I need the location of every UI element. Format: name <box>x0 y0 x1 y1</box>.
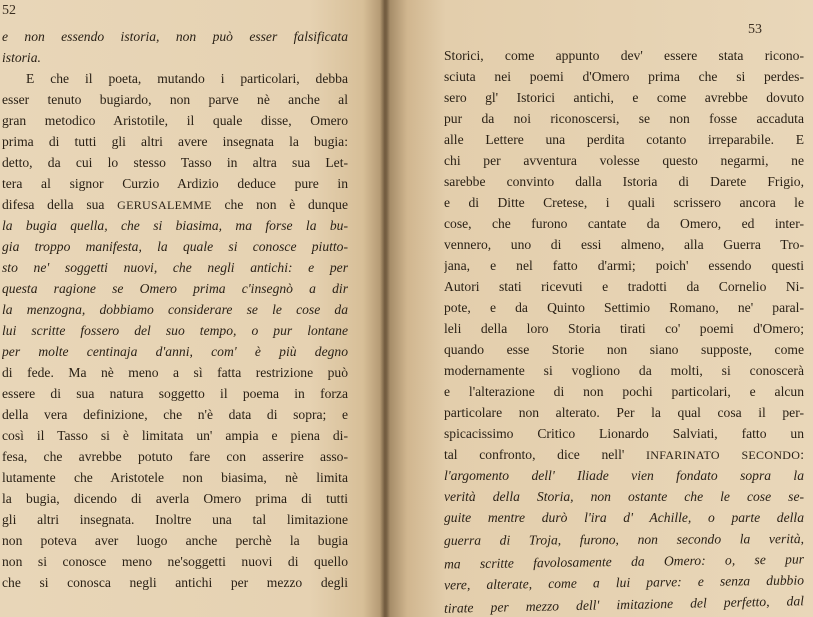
right-page <box>386 0 813 617</box>
text-line: sciuta nei poemi d'Omero prima che si perdes- <box>444 69 804 84</box>
text-line: prima di tutti gli altri avere insegnata la bugia: <box>2 134 348 149</box>
small-caps-title: INFARINATO SECONDO <box>645 448 801 462</box>
text-line: di fede. Ma nè meno a sì fatta restrizione può <box>2 365 348 380</box>
text-line: spicacissimo Critico Lionardo Salviati, fatto un <box>444 426 804 441</box>
text-line: vennero, uno di essi almeno, alla Guerra Tro- <box>444 237 804 252</box>
left-page <box>0 0 386 617</box>
text-line: Autori stati ricevuti e tradotti da Cornelio Ni- <box>444 279 804 294</box>
text-line: della vera definizione, che n'è data di sopra; e <box>2 407 348 422</box>
text-line: ma scritte favolosamente da Omero: o, se pur <box>443 551 805 572</box>
text-line: così il Tasso si è limitata un' ampia e piena di- <box>2 428 348 443</box>
text-line: pur da noi riconoscersi, se non fosse accaduta <box>444 111 804 126</box>
text-line: quando esse Storie non siano supposte, come <box>444 342 804 357</box>
text-line: essere di sua natura soggetto il poema in forza <box>2 386 348 401</box>
text-line: jana, e nel fatto d'armi; poich' essendo questi <box>444 258 804 273</box>
text-line: che si conosca negli antichi per mezzo degli <box>2 575 348 590</box>
page-number: 52 <box>2 3 16 18</box>
text-line: l'argomento dell' Iliade vien fondato sopra la <box>444 468 804 483</box>
text-line: la bugia, dicendo di averla Omero prima di tutti <box>2 491 348 506</box>
text-line: tal confronto, dice nell' INFARINATO SECONDO: <box>444 447 804 462</box>
text-line: gia troppo manifesta, la quale si conosce piutto- <box>2 239 348 254</box>
text-line: sarebbe convinto dalla Istoria di Darete Frigio, <box>444 174 804 189</box>
text-line: E che il poeta, mutando i particolari, debba <box>26 71 348 86</box>
text-line: sero gl' Istorici antichi, e come avrebbe dovuto <box>444 90 804 105</box>
text-line: Storici, come appunto dev' essere stata ricono- <box>444 48 804 63</box>
text-line: tera al signor Curzio Ardizio deduce pure in <box>2 176 348 191</box>
text-line: lutamente che Aristotele non biasima, nè limita <box>2 470 348 485</box>
text-line: alle Lettere una perdita cotanto irreparabile. E <box>444 132 804 147</box>
page-number: 53 <box>748 22 762 37</box>
text-line: fesa, che avrebbe potuto fare con asserire asso- <box>2 449 348 464</box>
text-line: non si conosce meno ne'soggetti nuovi di quello <box>2 554 348 569</box>
text-line: detto, da cui lo stesso Tasso in altra sua Let- <box>2 155 348 170</box>
text-line: difesa della sua GERUSALEMME che non è dunque <box>2 197 348 212</box>
text-line: la bugia quella, che si biasima, ma forse la bu- <box>2 218 348 233</box>
book-gutter <box>380 0 390 617</box>
text-line: per molte centinaja d'anni, com' è più degno <box>2 344 348 359</box>
text-line: particolare non alterato. Per la qual cosa il per- <box>444 405 804 420</box>
text-line: tirate per mezzo dell' imitazione del perfetto, dal <box>443 593 805 616</box>
text-line: esser tenuto bugiardo, non parve nè anche al <box>2 92 348 107</box>
text-line: istoria. <box>2 50 41 65</box>
text-line: guerra di Troja, furono, non secondo la verità, <box>443 531 805 548</box>
text-line: pote, e da Quinto Settimio Romano, ne' paral- <box>444 300 804 315</box>
text-line: sto ne' soggetti nuovi, che negli antichi: e per <box>2 260 348 275</box>
text-line: e non essendo istoria, non può esser falsificata <box>2 29 348 44</box>
text-block <box>443 45 805 616</box>
text-line: questa ragione se Omero prima c'insegnò a dir <box>2 281 348 296</box>
text-line: chi per avventura volesse questo negarmi, ne <box>444 153 804 168</box>
text-line: modernamente si vogliono da molti, si conoscerà <box>444 363 804 378</box>
small-caps-title: GERUSALEMME <box>117 198 212 212</box>
text-line: la menzogna, dobbiamo considerare se le cose da <box>2 302 348 317</box>
text-line: vere, alterate, come a lui parve: e senza dubbio <box>443 572 805 593</box>
text-block <box>2 26 348 593</box>
text-line: gran metodico Aristotile, il quale disse, Omero <box>2 113 348 128</box>
text-line: lui scritte fossero del suo tempo, o pur lontane <box>2 323 348 338</box>
text-line: cose, che furono cantate da Omero, ed inter- <box>444 216 804 231</box>
text-line: e l'alterazione di non pochi particolari, e alcun <box>444 384 804 399</box>
text-line: non poteva aver luogo anche perchè la bugia <box>2 533 348 548</box>
text-line: gli altri insegnata. Inoltre una tal limitazione <box>2 512 348 527</box>
text-line: e di Ditte Cretese, i quali scrissero ancora le <box>444 195 804 210</box>
text-line: leli della loro Storia tirati co' poemi d'Omero; <box>444 321 804 336</box>
text-line: guite mentre durò l'ira d' Achille, o parte della <box>444 510 804 525</box>
text-line: verità della Storia, non ostante che le cose se- <box>444 489 804 504</box>
